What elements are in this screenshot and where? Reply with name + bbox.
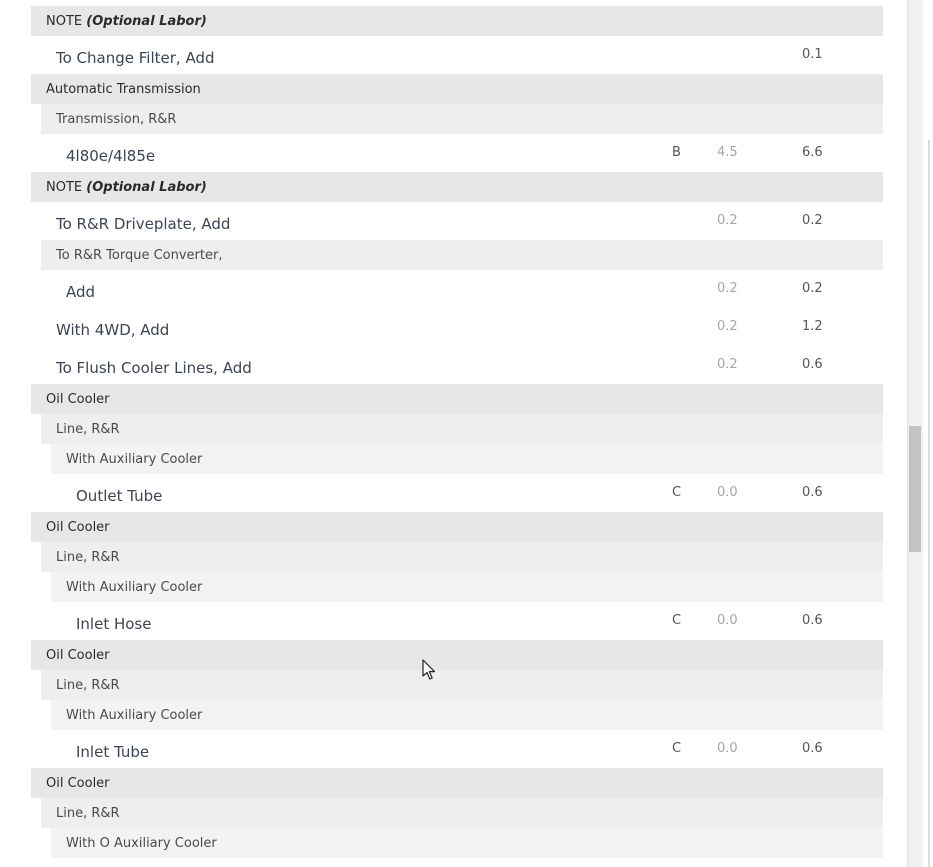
labor-operation-row[interactable]	[31, 270, 883, 308]
warranty-time: 0.0	[717, 741, 738, 756]
skill-code: C	[672, 741, 682, 756]
warranty-time: 0.2	[717, 357, 738, 372]
labor-operation-row[interactable]	[31, 346, 883, 384]
warranty-time: 0.2	[717, 319, 738, 334]
warranty-time: 0.0	[717, 613, 738, 628]
labor-time: 0.2	[802, 213, 823, 228]
labor-time: 0.6	[802, 357, 823, 372]
labor-time: 0.6	[802, 485, 823, 500]
labor-operations-list	[31, 6, 883, 858]
warranty-time: 4.5	[717, 145, 738, 160]
operation-label: To R&R Driveplate, Add	[56, 215, 231, 233]
subcategory-row[interactable]	[51, 700, 883, 730]
subcategory-label: Line, R&R	[56, 421, 120, 437]
subcategory-label: Line, R&R	[56, 805, 120, 821]
category-header-row[interactable]	[31, 640, 883, 670]
category-label: Oil Cooler	[46, 775, 110, 791]
subcategory-label: Transmission, R&R	[56, 111, 177, 127]
labor-time: 6.6	[802, 145, 823, 160]
operation-label: 4l80e/4l85e	[66, 147, 156, 165]
labor-operation-row[interactable]	[31, 134, 883, 172]
subcategory-label: With Auxiliary Cooler	[66, 707, 203, 723]
subcategory-row[interactable]	[51, 444, 883, 474]
labor-time: 1.2	[802, 319, 823, 334]
subcategory-row[interactable]	[41, 414, 883, 444]
subcategory-row[interactable]	[41, 104, 883, 134]
skill-code: C	[672, 613, 682, 628]
subcategory-row[interactable]	[51, 828, 883, 858]
labor-operation-row[interactable]	[31, 36, 883, 74]
operation-label: To Flush Cooler Lines, Add	[56, 359, 252, 377]
warranty-time: 0.2	[717, 281, 738, 296]
labor-time: 0.1	[802, 47, 823, 62]
warranty-time: 0.2	[717, 213, 738, 228]
skill-code: B	[672, 145, 681, 160]
category-header-row[interactable]	[31, 512, 883, 542]
category-label: NOTE	[46, 13, 83, 29]
subcategory-label: To R&R Torque Converter,	[56, 247, 223, 263]
labor-time: 0.2	[802, 281, 823, 296]
window-right-border	[928, 140, 930, 867]
category-header-row[interactable]	[31, 172, 883, 202]
note-qualifier: (Optional Labor)	[86, 13, 207, 29]
category-header-row[interactable]	[31, 74, 883, 104]
mouse-pointer-icon	[422, 659, 436, 681]
category-label: Oil Cooler	[46, 391, 110, 407]
subcategory-label: With O Auxiliary Cooler	[66, 835, 217, 851]
category-label: Oil Cooler	[46, 647, 110, 663]
operation-label: Inlet Tube	[76, 743, 150, 761]
subcategory-label: With Auxiliary Cooler	[66, 451, 203, 467]
category-label: Oil Cooler	[46, 519, 110, 535]
operation-label: Inlet Hose	[76, 615, 152, 633]
subcategory-row[interactable]	[41, 798, 883, 828]
operation-label: To Change Filter, Add	[56, 49, 215, 67]
category-label: Automatic Transmission	[46, 81, 201, 97]
subcategory-row[interactable]	[51, 572, 883, 602]
labor-operation-row[interactable]	[31, 308, 883, 346]
subcategory-label: Line, R&R	[56, 677, 120, 693]
skill-code: C	[672, 485, 682, 500]
category-header-row[interactable]	[31, 6, 883, 36]
subcategory-row[interactable]	[41, 240, 883, 270]
vertical-scrollbar-thumb[interactable]	[909, 426, 921, 552]
labor-time: 0.6	[802, 741, 823, 756]
operation-label: Add	[66, 283, 96, 301]
category-header-row[interactable]	[31, 384, 883, 414]
subcategory-row[interactable]	[41, 542, 883, 572]
labor-operation-row[interactable]	[31, 202, 883, 240]
category-label: NOTE	[46, 179, 83, 195]
operation-label: Outlet Tube	[76, 487, 163, 505]
labor-operation-row[interactable]	[31, 474, 883, 512]
subcategory-label: With Auxiliary Cooler	[66, 579, 203, 595]
labor-time: 0.6	[802, 613, 823, 628]
note-qualifier: (Optional Labor)	[86, 179, 207, 195]
warranty-time: 0.0	[717, 485, 738, 500]
operation-label: With 4WD, Add	[56, 321, 170, 339]
category-header-row[interactable]	[31, 768, 883, 798]
labor-operation-row[interactable]	[31, 602, 883, 640]
labor-operation-row[interactable]	[31, 730, 883, 768]
subcategory-row[interactable]	[41, 670, 883, 700]
subcategory-label: Line, R&R	[56, 549, 120, 565]
